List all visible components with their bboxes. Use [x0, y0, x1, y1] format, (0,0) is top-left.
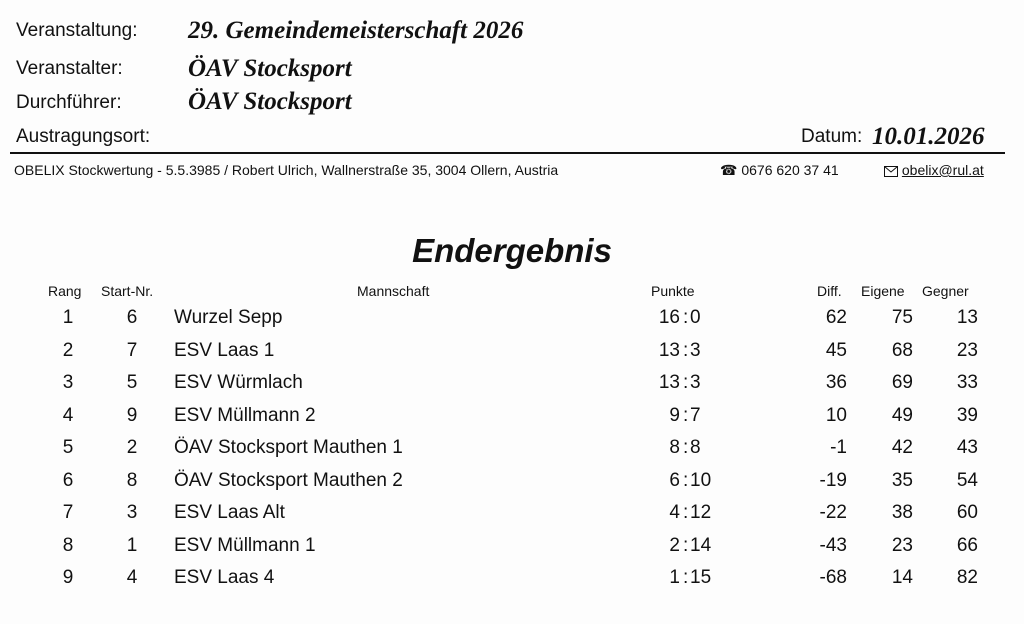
start-number-cell: 7 [126, 339, 138, 361]
opponent-score-cell: 13 [956, 307, 978, 328]
difference-cell: 36 [825, 372, 847, 393]
rank-cell: 1 [62, 307, 74, 328]
opponent-score-cell: 43 [956, 437, 978, 458]
points-lost-cell: 15 [690, 567, 712, 588]
header-divider [10, 152, 1005, 154]
points-separator: : [683, 307, 689, 328]
points-won-cell: 1 [669, 567, 680, 588]
opponent-score-cell: 60 [956, 502, 978, 523]
rank-cell: 2 [62, 339, 74, 361]
start-number-cell: 6 [126, 307, 138, 328]
start-number-cell: 9 [126, 404, 138, 426]
points-lost-cell: 12 [690, 502, 712, 523]
team-name-cell: ESV Würmlach [174, 372, 303, 393]
date-label: Datum: [801, 126, 863, 147]
difference-cell: 62 [825, 307, 847, 328]
points-lost-cell: 10 [690, 469, 712, 491]
phone-number: 0676 620 37 41 [741, 162, 839, 178]
opponent-score-cell: 82 [956, 567, 978, 588]
page-title: Endergebnis [412, 232, 612, 269]
start-number-cell: 5 [126, 372, 138, 393]
executor-label: Durchführer: [16, 92, 122, 113]
team-name-cell: ESV Laas Alt [174, 502, 285, 523]
points-lost-cell: 3 [690, 372, 701, 393]
own-score-cell: 38 [891, 502, 913, 523]
team-name-cell: ESV Müllmann 2 [174, 404, 316, 426]
email-contact[interactable] [884, 162, 984, 178]
col-header-start: Start-Nr. [101, 283, 154, 299]
table-row [0, 307, 1024, 339]
points-lost-cell: 14 [690, 534, 712, 556]
opponent-score-cell: 33 [956, 372, 978, 393]
own-score-cell: 23 [891, 534, 913, 556]
table-row [0, 502, 1024, 534]
points-lost-cell: 7 [690, 404, 701, 426]
table-row [0, 470, 1024, 502]
team-name-cell: Wurzel Sepp [174, 307, 283, 328]
difference-cell: -19 [819, 469, 847, 491]
points-lost-cell: 0 [690, 307, 701, 328]
own-score-cell: 49 [891, 404, 913, 426]
table-row [0, 535, 1024, 567]
difference-cell: -43 [819, 534, 847, 556]
start-number-cell: 3 [126, 502, 138, 523]
own-score-cell: 35 [891, 469, 913, 491]
col-header-own: Eigene [861, 283, 905, 299]
points-won-cell: 13 [658, 339, 680, 361]
points-separator: : [683, 404, 689, 426]
own-score-cell: 75 [891, 307, 913, 328]
points-separator: : [683, 437, 689, 458]
organizer-name: ÖAV Stocksport [188, 55, 352, 82]
points-won-cell: 6 [669, 469, 680, 491]
opponent-score-cell: 23 [956, 339, 978, 361]
venue-label: Austragungsort: [16, 126, 151, 147]
col-header-diff: Diff. [817, 283, 842, 299]
start-number-cell: 8 [126, 469, 138, 491]
col-header-rank: Rang [48, 283, 82, 299]
rank-cell: 6 [62, 469, 74, 491]
opponent-score-cell: 39 [956, 404, 978, 426]
own-score-cell: 42 [891, 437, 913, 458]
table-row [0, 340, 1024, 372]
own-score-cell: 14 [891, 567, 913, 588]
points-separator: : [683, 372, 689, 393]
points-won-cell: 16 [658, 307, 680, 328]
points-won-cell: 4 [669, 502, 680, 523]
col-header-points: Punkte [651, 283, 695, 299]
points-won-cell: 8 [669, 437, 680, 458]
start-number-cell: 4 [126, 567, 138, 588]
points-won-cell: 2 [669, 534, 680, 556]
team-name-cell: ESV Laas 4 [174, 567, 275, 588]
difference-cell: 45 [825, 339, 847, 361]
opponent-score-cell: 54 [956, 469, 978, 491]
points-lost-cell: 3 [690, 339, 701, 361]
difference-cell: -1 [830, 437, 847, 458]
rank-cell: 4 [62, 404, 74, 426]
phone-contact [720, 162, 839, 179]
opponent-score-cell: 66 [956, 534, 978, 556]
email-link[interactable]: obelix@rul.at [901, 162, 984, 178]
difference-cell: 10 [825, 404, 847, 426]
start-number-cell: 1 [126, 534, 138, 556]
own-score-cell: 68 [891, 339, 913, 361]
points-won-cell: 13 [658, 372, 680, 393]
rank-cell: 8 [62, 534, 74, 556]
col-header-team: Mannschaft [357, 283, 430, 299]
rank-cell: 7 [62, 502, 74, 523]
rank-cell: 5 [62, 437, 74, 458]
rank-cell: 9 [62, 567, 74, 588]
points-separator: : [683, 534, 689, 556]
event-name: 29. Gemeindemeisterschaft 2026 [188, 17, 524, 44]
event-label: Veranstaltung: [16, 20, 138, 41]
team-name-cell: ÖAV Stocksport Mauthen 2 [174, 469, 403, 491]
date-value: 10.01.2026 [872, 123, 985, 150]
organizer-label: Veranstalter: [16, 58, 123, 79]
difference-cell: -22 [819, 502, 847, 523]
points-separator: : [683, 502, 689, 523]
envelope-icon [884, 166, 898, 177]
points-lost-cell: 8 [690, 437, 701, 458]
software-info: OBELIX Stockwertung - 5.5.3985 / Robert Ulrich, Wallnerstraße 35, 3004 Ollern, Austria [14, 162, 559, 178]
points-separator: : [683, 567, 689, 588]
table-row [0, 405, 1024, 437]
points-separator: : [683, 339, 689, 361]
executor-name: ÖAV Stocksport [188, 88, 352, 115]
phone-icon: ☎ [720, 162, 738, 178]
team-name-cell: ESV Müllmann 1 [174, 534, 316, 556]
table-row [0, 567, 1024, 599]
col-header-opp: Gegner [922, 283, 969, 299]
table-row [0, 372, 1024, 404]
points-won-cell: 9 [669, 404, 680, 426]
team-name-cell: ESV Laas 1 [174, 339, 275, 361]
own-score-cell: 69 [891, 372, 913, 393]
difference-cell: -68 [819, 567, 847, 588]
start-number-cell: 2 [126, 437, 138, 458]
team-name-cell: ÖAV Stocksport Mauthen 1 [174, 437, 403, 458]
rank-cell: 3 [62, 372, 74, 393]
points-separator: : [683, 469, 689, 491]
table-row [0, 437, 1024, 469]
